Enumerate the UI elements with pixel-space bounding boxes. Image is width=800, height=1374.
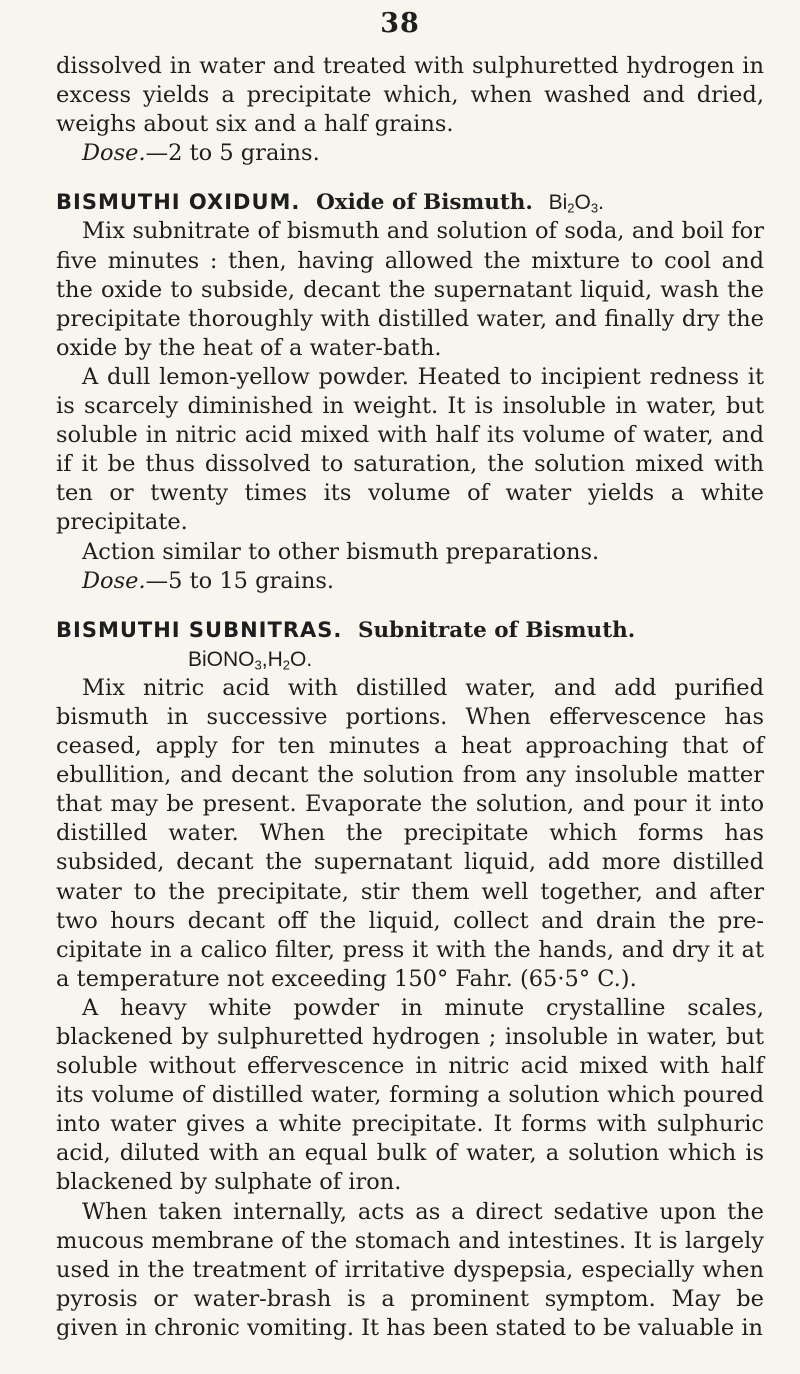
dose-label: Dose.	[82, 567, 146, 594]
intro-paragraph: dissolved in water and treated with sulphuretted hydrogen in excess yields a precipitate which, when washed and dried, weighs about six and a half grains.	[56, 53, 764, 138]
oxide-paragraph-3: Action similar to other bismuth preparations.	[82, 538, 600, 565]
oxide-paragraph-2: A dull lemon-yellow powder. Heated to incipient redness it is scarcely diminished in weight. It is insoluble in water, but soluble in nitric acid mixed with half its volume of water, and if it be thus dissolved to saturation, the solution mixed with ten or twenty times its volume of water yields a white precipitate.	[56, 363, 764, 536]
subnitrate-paragraph-3: When taken internally, acts as a direct sedative upon the mucous membrane of the stomach and intestines. It is largely used in the treatment of irritative dyspepsia, especially when pyrosis or water-brash is a prominent symptom. May be given in chronic vomiting. It has been stated to be valuable in	[56, 1198, 764, 1341]
dose-text: —5 to 15 grains.	[145, 567, 335, 594]
oxide-english-name: Oxide of Bismuth.	[316, 190, 533, 216]
intro-dose	[56, 139, 764, 168]
subnitrate-paragraph-2: A heavy white powder in minute crystalline scales, blackened by sulphuretted hydrogen ; insoluble in water, but soluble without effervescence in nitric acid mixed with half its volume of distilled water, forming a solution which poured into water gives a white precipitate. It forms with sulphuric acid, diluted with an equal bulk of water, a solution which is blackened by sulphate of iron.	[56, 994, 764, 1196]
subnitrate-heading	[56, 616, 764, 645]
page-number: 38	[380, 8, 420, 39]
oxide-latin-name: BISMUTHI OXIDUM.	[56, 190, 301, 215]
subnitrate-english-name: Subnitrate of Bismuth.	[358, 617, 636, 643]
dose-text: —2 to 5 grains.	[145, 140, 320, 167]
oxide-heading	[56, 188, 764, 217]
oxide-dose	[56, 567, 764, 596]
subnitrate-latin-name: BISMUTHI SUBNITRAS.	[56, 617, 343, 642]
dose-label: Dose.	[82, 140, 146, 167]
page-body	[56, 52, 764, 1343]
oxide-paragraph-1: Mix subnitrate of bismuth and solution of soda, and boil for five minutes : then, having allowed the mixture to cool and the oxide to subside, decant the supernatant liquid, wash the precipitate thoroughly with distilled water, and finally dry the oxide by the heat of a water-bath.	[56, 218, 764, 361]
subnitrate-formula: $BiONO_3,H_2O$.	[188, 647, 313, 673]
subnitrate-paragraph-1: Mix nitric acid with distilled water, and add purified bismuth in successive portions. When effervescence has ceased, apply for ten minutes a heat approaching that of ebullition, and decant the solution from any insoluble matter that may be present. Evaporate the solution, and pour it into distilled water. When the precipitate which forms has subsided, decant the supernatant liquid, add more distilled water to the precipitate, stir them well together, and after two hours decant off the liquid, collect and drain the pre- cipitate in a calico filter, press it with the hands, and dry it at a temperature not exceeding 150° Fahr. (65·5° C.).	[56, 674, 764, 992]
oxide-formula: $Bi_2O_3$.	[548, 191, 604, 216]
